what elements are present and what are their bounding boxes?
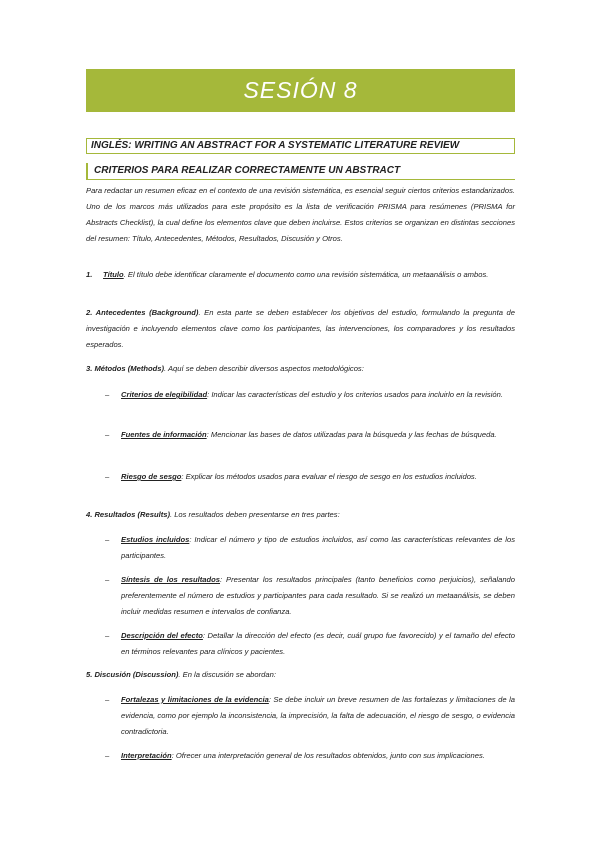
item-text: . En esta parte se deben establecer los objetivos del estudio, formulando la pregunta de investigación e incluyendo elementos clave como los participantes, las intervenciones, los comparadores y los resultados esperados.: [86, 308, 515, 349]
dash-bullet: –: [105, 631, 110, 640]
dash-bullet: –: [105, 695, 110, 704]
item-text: . Aquí se deben describir diversos aspectos metodológicos:: [164, 364, 364, 373]
list-item: [105, 427, 515, 443]
item-title: 5. Discusión (Discussion): [86, 670, 179, 679]
dash-bullet: –: [105, 472, 110, 481]
bullet-label: Descripción del efecto: [121, 631, 203, 640]
bullet-label: Estudios incluidos: [121, 535, 190, 544]
list-item: [105, 748, 515, 764]
bullet-label: Fortalezas y limitaciones de la evidencia: [121, 695, 269, 704]
dash-bullet: –: [105, 430, 110, 439]
item-antecedentes: [86, 305, 515, 353]
item-title: 2. Antecedentes (Background): [86, 308, 199, 317]
section-heading: INGLÉS: WRITING AN ABSTRACT FOR A SYSTEMATIC LITERATURE REVIEW: [86, 138, 515, 154]
item-titulo: [86, 267, 515, 283]
item-title: 3. Métodos (Methods): [86, 364, 165, 373]
session-banner: SESIÓN 8: [86, 69, 515, 112]
item-title: Título: [103, 270, 124, 279]
list-item: [105, 692, 515, 740]
bullet-label: Interpretación: [121, 751, 172, 760]
bullet-text: : Explicar los métodos usados para evaluar el riesgo de sesgo en los estudios incluidos.: [181, 472, 477, 481]
item-title: 4. Resultados (Results): [86, 510, 170, 519]
subsection-heading: CRITERIOS PARA REALIZAR CORRECTAMENTE UN ABSTRACT: [86, 163, 515, 180]
item-number: 1.: [86, 270, 93, 279]
list-item: [105, 469, 515, 485]
dash-bullet: –: [105, 575, 110, 584]
bullet-label: Criterios de elegibilidad: [121, 390, 208, 399]
dash-bullet: –: [105, 535, 110, 544]
intro-paragraph: Para redactar un resumen eficaz en el contexto de una revisión sistemática, es esencial seguir ciertos criterios estandarizados. Uno de los marcos más utilizados para este propósito es la lista de verificación PRISMA para resúmenes (PRISMA for Abstracts Checklist), la cual define los elementos clave que deben incluirse. Estos criterios se organizan en distintas secciones del resumen: Título, Antecedentes, Métodos, Resultados, Discusión y Otros.: [86, 186, 515, 243]
list-item: [105, 572, 515, 620]
bullet-text: : Ofrecer una interpretación general de los resultados obtenidos, junto con sus implicaciones.: [171, 751, 485, 760]
item-text: . En la discusión se abordan:: [178, 670, 276, 679]
bullet-label: Síntesis de los resultados: [121, 575, 221, 584]
item-metodos: [86, 361, 515, 377]
bullet-text: : Se debe incluir un breve resumen de las fortalezas y limitaciones de la evidencia, como por ejemplo la inconsistencia, la imprecisión, la falta de adecuación, el riesgo de sesgo, o evidencia contradictoria.: [121, 695, 515, 736]
dash-bullet: –: [105, 390, 110, 399]
item-resultados: [86, 507, 515, 523]
bullet-label: Fuentes de información: [121, 430, 207, 439]
bullet-text: : Indicar las características del estudio y los criterios usados para incluirlo en la revisión.: [207, 390, 503, 399]
bullet-text: : Detallar la dirección del efecto (es decir, cuál grupo fue favorecido) y el tamaño del efecto en términos relevantes para clínicos y pacientes.: [121, 631, 515, 656]
bullet-label: Riesgo de sesgo: [121, 472, 182, 481]
item-text: . Los resultados deben presentarse en tres partes:: [169, 510, 340, 519]
list-item: [105, 387, 515, 403]
list-item: [105, 628, 515, 660]
item-text: . El título debe identificar claramente el documento como una revisión sistemática, un metaanálisis o ambos.: [123, 270, 489, 279]
list-item: [105, 532, 515, 564]
bullet-text: : Presentar los resultados principales (tanto beneficios como perjuicios), señalando preferentemente el número de estudios y participantes para cada resultado. Si se realizó un metaanálisis, se deben incluir medidas resumen e intervalos de confianza.: [121, 575, 515, 616]
item-discusion: [86, 667, 515, 683]
dash-bullet: –: [105, 751, 110, 760]
bullet-text: : Indicar el número y tipo de estudios incluidos, así como las características relevantes de los participantes.: [121, 535, 515, 560]
bullet-text: : Mencionar las bases de datos utilizadas para la búsqueda y las fechas de búsqueda.: [206, 430, 497, 439]
